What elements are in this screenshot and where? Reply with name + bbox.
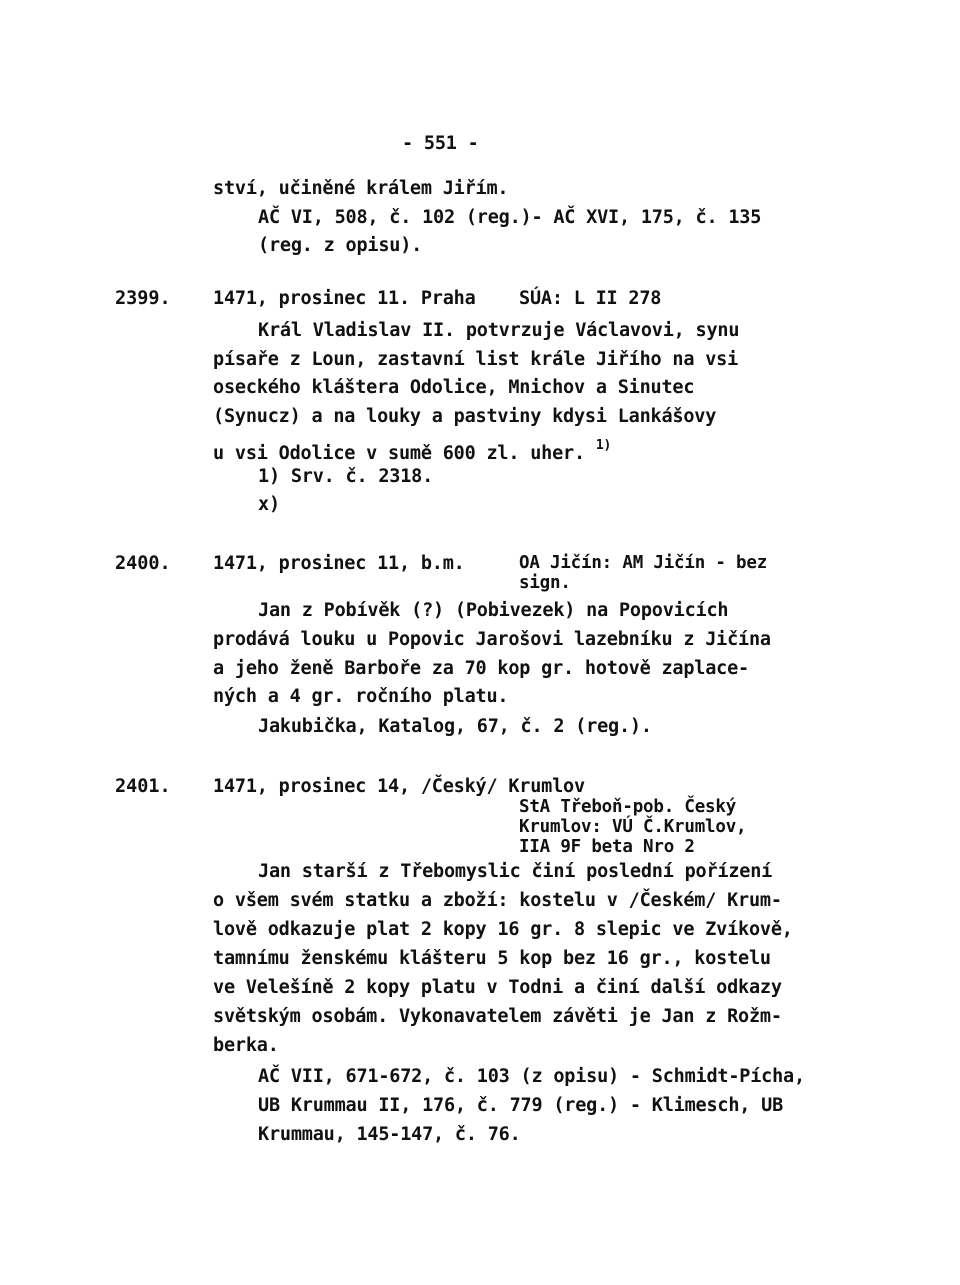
entry-text-line: (Synucz) a na louky a pastviny kdysi Lankášovy: [213, 406, 717, 427]
entry-text-line: [213, 435, 611, 465]
entry-number: 2401.: [115, 776, 171, 797]
entry-text-line: ných a 4 gr. ročního platu.: [213, 686, 509, 707]
entry-text-line: Král Vladislav II. potvrzuje Václavovi, synu: [258, 320, 740, 341]
footnote: 1) Srv. č. 2318.: [258, 466, 434, 487]
entry-archive: OA Jičín: AM Jičín - bez: [519, 553, 768, 573]
page-number: - 551 -: [402, 133, 479, 154]
entry-archive: sign.: [519, 573, 571, 593]
entry-text-line: prodává louku u Popovic Jarošovi lazebníku z Jičína: [213, 629, 771, 650]
entry-text-line: Jan starší z Třebomyslic činí poslední pořízení: [258, 861, 773, 882]
entry-date-place: 1471, prosinec 14, /Český/ Krumlov: [213, 776, 585, 797]
entry-text-line-content: u vsi Odolice v sumě 600 zl. uher.: [213, 443, 585, 464]
citation-line: UB Krummau II, 176, č. 779 (reg.) - Klimesch, UB: [258, 1095, 784, 1116]
text-line: ství, učiněné králem Jiřím.: [213, 178, 509, 199]
entry-archive: Krumlov: VÚ Č.Krumlov,: [519, 817, 747, 837]
entry-text-line: berka.: [213, 1035, 279, 1056]
entry-archive: IIA 9F beta Nro 2: [519, 837, 695, 857]
footnote: x): [258, 494, 280, 515]
entry-text-line: o všem svém statku a zboží: kostelu v /Českém/ Krum-: [213, 890, 782, 911]
citation-line: Krummau, 145-147, č. 76.: [258, 1124, 521, 1145]
citation-line: AČ VI, 508, č. 102 (reg.)- AČ XVI, 175, č. 135: [258, 207, 762, 228]
entry-date-place: 1471, prosinec 11. Praha: [213, 288, 476, 309]
entry-date-place: 1471, prosinec 11, b.m.: [213, 553, 465, 574]
citation-line: AČ VII, 671-672, č. 103 (z opisu) - Schmidt-Pícha,: [258, 1066, 805, 1087]
footnote-marker: 1): [595, 438, 612, 453]
entry-text-line: ve Velešíně 2 kopy platu v Todni a činí další odkazy: [213, 977, 782, 998]
entry-number: 2399.: [115, 288, 171, 309]
entry-archive: SÚA: L II 278: [519, 288, 662, 309]
entry-text-line: tamnímu ženskému klášteru 5 kop bez 16 gr., kostelu: [213, 948, 771, 969]
entry-archive: StA Třeboň-pob. Český: [519, 797, 737, 817]
entry-text-line: Jan z Pobívěk (?) (Pobivezek) na Popovicích: [258, 600, 729, 621]
entry-text-line: lově odkazuje plat 2 kopy 16 gr. 8 slepic ve Zvíkově,: [213, 919, 793, 940]
entry-text-line: oseckého kláštera Odolice, Mnichov a Sinutec: [213, 377, 695, 398]
citation-line: Jakubička, Katalog, 67, č. 2 (reg.).: [258, 716, 652, 737]
entry-text-line: a jeho ženě Barboře za 70 kop gr. hotově zaplace-: [213, 658, 749, 679]
entry-number: 2400.: [115, 553, 171, 574]
entry-text-line: písaře z Loun, zastavní list krále Jiřího na vsi: [213, 349, 739, 370]
citation-line: (reg. z opisu).: [258, 235, 423, 256]
entry-text-line: světským osobám. Vykonavatelem závěti je Jan z Rožm-: [213, 1006, 782, 1027]
